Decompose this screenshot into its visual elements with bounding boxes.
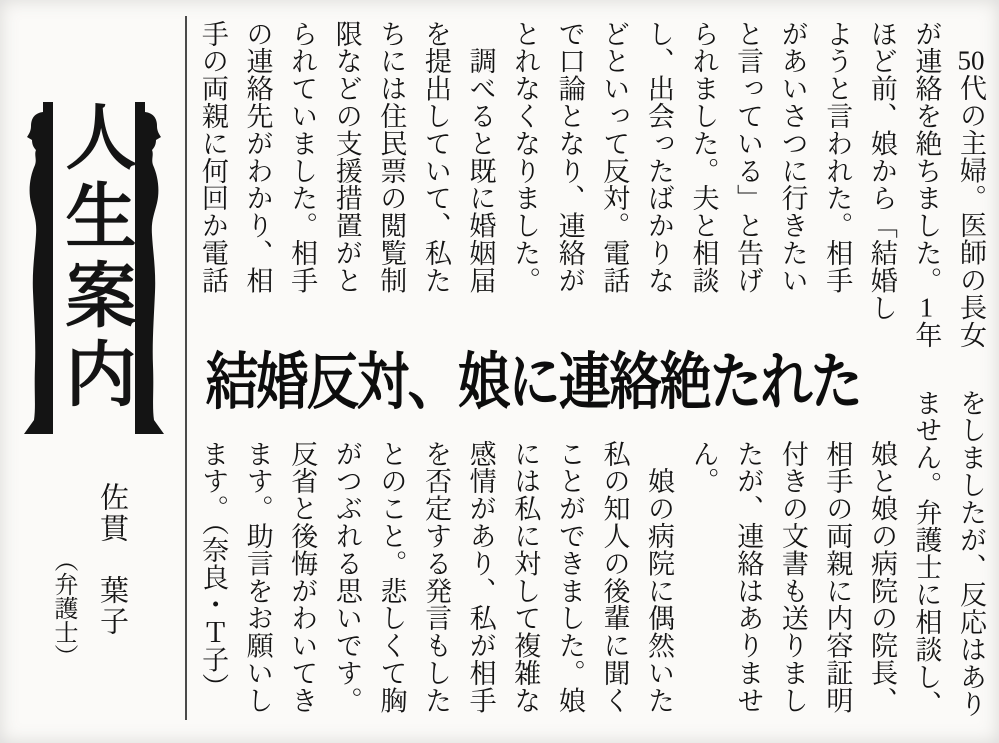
standing-person-silhouette-left-icon — [24, 100, 54, 434]
text-column: 私の知人の後輩に聞く — [599, 440, 630, 714]
text-column: 娘の病院に偶然いた — [644, 440, 675, 714]
text-column: ちには住民票の閲覧制 — [376, 20, 407, 294]
text-column: とれなくなりました。 — [510, 20, 541, 294]
text-column: があいさつに行きたい — [777, 20, 808, 294]
text-column: たが、連絡はありませ — [733, 440, 764, 714]
text-column: を提出していて、私た — [420, 20, 451, 294]
article-bottom-right-band — [904, 389, 993, 737]
text-column: ます。助言をお願いし — [242, 440, 273, 714]
text-column: には私に対して複雑な — [510, 440, 541, 714]
text-column: がつぶれる思いです。 — [331, 440, 362, 714]
text-column: とのこと。悲しくて胸 — [376, 440, 407, 714]
headline: 結婚反対、娘に連絡絶たれた — [206, 349, 862, 417]
author-name: 佐貫 葉子 — [96, 482, 128, 637]
text-column: 付きの文書も送りまし — [777, 440, 808, 714]
vertical-divider — [185, 16, 187, 720]
text-column: どといって反対。電話 — [599, 20, 630, 294]
text-column: し、出会ったばかりな — [643, 20, 674, 294]
article-top-band — [190, 20, 993, 364]
article-bottom-band — [191, 440, 905, 740]
column-title: 人生案内 — [55, 100, 133, 416]
text-column: られました。夫と相談 — [688, 20, 719, 294]
text-column: ことができました。娘 — [554, 440, 585, 714]
author-title: （弁護士） — [50, 548, 77, 668]
text-column: の連絡先がわかり、相 — [242, 20, 273, 294]
jinsei-annai-logo — [24, 100, 164, 434]
text-column: られていました。相手 — [287, 20, 318, 294]
text-column: 相手の両親に内容証明 — [822, 440, 853, 714]
text-column: 手の両親に何回か電話 — [197, 20, 228, 294]
text-column: と言っている」と告げ — [733, 20, 764, 294]
text-column: 感情があり、私が相手 — [465, 440, 496, 714]
text-column: 限などの支援措置がと — [331, 20, 362, 294]
standing-person-silhouette-right-icon — [134, 100, 164, 434]
text-column: 50代の主婦。医師の長女 — [956, 47, 986, 349]
text-column: ほど前、娘から「結婚し — [866, 20, 897, 322]
text-column: ません。弁護士に相談し、 — [911, 389, 942, 718]
text-column: が連絡を絶ちました。1年 — [911, 20, 942, 349]
text-column: 反省と後悔がわいてき — [287, 440, 318, 714]
text-column: 娘と娘の病院の院長、 — [867, 440, 897, 714]
text-column: ん。 — [688, 440, 719, 495]
text-column: で口論となり、連絡が — [554, 20, 585, 294]
text-column: ようと言われた。相手 — [822, 20, 853, 294]
text-column: を否定する発言もした — [421, 440, 452, 714]
text-column: をしましたが、反応はあり — [956, 389, 986, 718]
text-column: 調べると既に婚姻届 — [465, 20, 496, 294]
text-column: ます。（奈良・Ｔ子） — [198, 440, 229, 701]
